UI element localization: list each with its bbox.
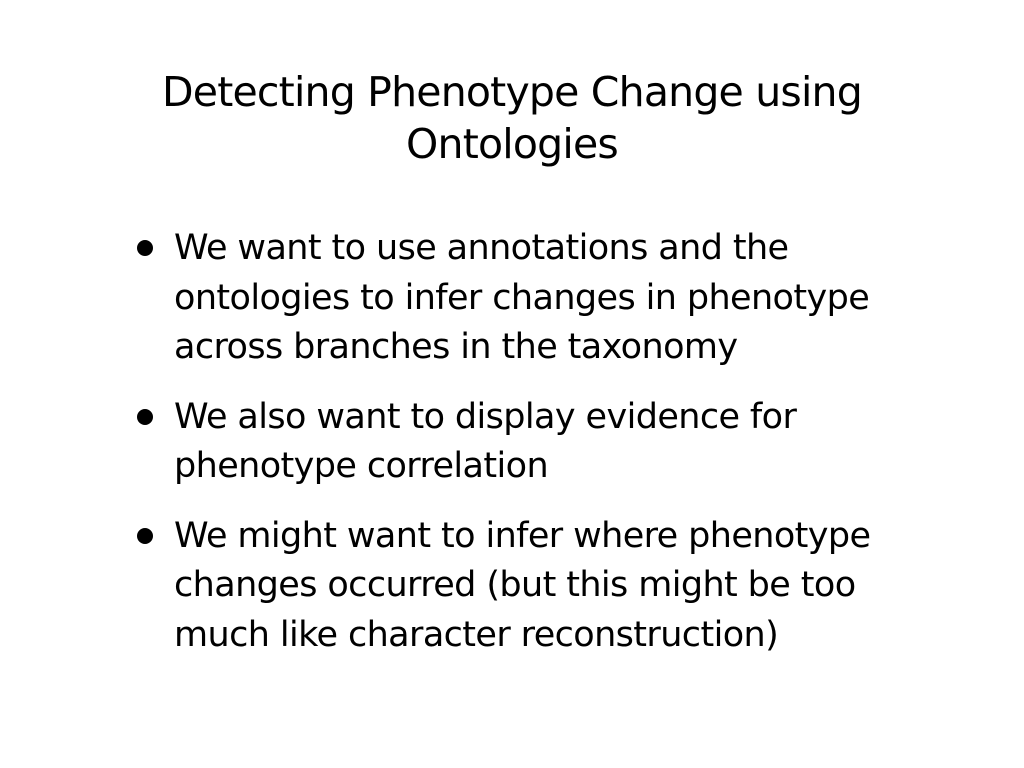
bullet-item-1	[136, 224, 956, 373]
bullet-text: We want to use annotations and the ontologies to infer changes in phenotype across branches in the taxonomy	[174, 228, 870, 367]
bullet-text: We also want to display evidence for phenotype correlation	[174, 396, 797, 486]
bullet-list	[136, 224, 956, 660]
bullet-dot-icon	[137, 240, 153, 256]
bullet-text: We might want to infer where phenotype changes occurred (but this might be too much like character reconstruction)	[174, 515, 871, 655]
bullet-dot-icon	[137, 528, 153, 544]
slide-title: Detecting Phenotype Change using Ontologies	[162, 68, 862, 168]
bullet-item-3	[136, 512, 956, 661]
bullet-dot-icon	[137, 409, 153, 425]
bullet-item-2	[136, 393, 956, 492]
